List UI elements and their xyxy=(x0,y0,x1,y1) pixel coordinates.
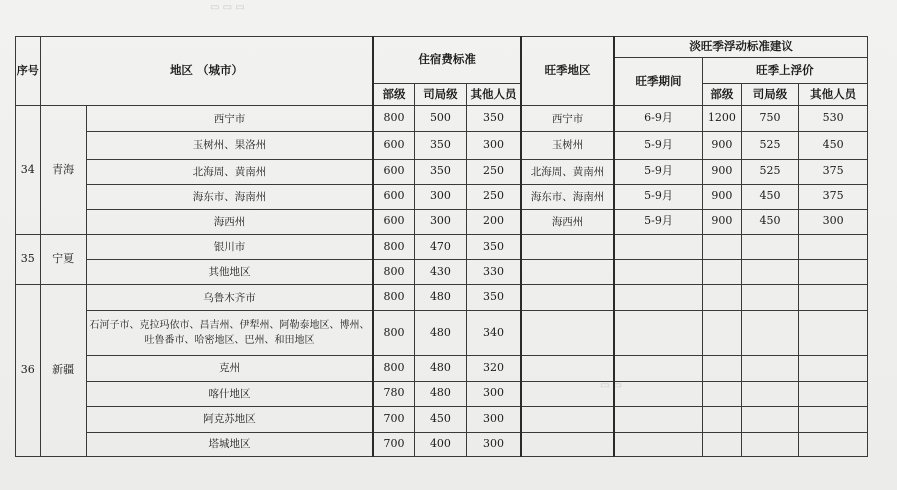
peak-region-cell: 西宁市 xyxy=(521,106,614,132)
city-cell: 其他地区 xyxy=(86,260,373,285)
bureau-rate: 480 xyxy=(414,311,466,356)
city-cell: 海西州 xyxy=(86,209,373,234)
table-row xyxy=(16,184,868,209)
seq-cell: 34 xyxy=(16,106,41,235)
peak-bureau-rate: 450 xyxy=(741,209,798,234)
bureau-rate: 400 xyxy=(414,432,466,456)
peak-ministry-rate: 900 xyxy=(702,209,741,234)
other-rate: 320 xyxy=(467,356,521,381)
peak-period-cell xyxy=(614,285,702,311)
peak-ministry-rate xyxy=(702,311,741,356)
peak-region-cell: 玉树州 xyxy=(521,132,614,159)
peak-region-cell xyxy=(521,311,614,356)
peak-other-rate: 375 xyxy=(799,184,868,209)
peak-ministry-rate xyxy=(702,285,741,311)
other-rate: 300 xyxy=(467,406,521,432)
ministry-rate: 700 xyxy=(373,406,414,432)
bureau-rate: 430 xyxy=(414,260,466,285)
peak-ministry-rate xyxy=(702,356,741,381)
peak-bureau-rate: 450 xyxy=(741,184,798,209)
header-float: 淡旺季浮动标准建议 xyxy=(614,37,867,58)
peak-ministry-rate xyxy=(702,406,741,432)
bureau-rate: 300 xyxy=(414,184,466,209)
table-row xyxy=(16,260,868,285)
peak-ministry-rate: 900 xyxy=(702,159,741,184)
table-row xyxy=(16,234,868,259)
peak-period-cell xyxy=(614,381,702,406)
table-body xyxy=(16,106,868,457)
peak-region-cell xyxy=(521,260,614,285)
peak-other-rate: 375 xyxy=(799,159,868,184)
header-col-bureau: 司局级 xyxy=(414,84,466,106)
peak-other-rate: 530 xyxy=(799,106,868,132)
table-row xyxy=(16,381,868,406)
peak-ministry-rate: 900 xyxy=(702,132,741,159)
peak-other-rate xyxy=(799,356,868,381)
city-cell: 玉树州、果洛州 xyxy=(86,132,373,159)
city-cell: 海东市、海南州 xyxy=(86,184,373,209)
other-rate: 250 xyxy=(467,159,521,184)
table-row xyxy=(16,432,868,456)
peak-bureau-rate xyxy=(741,234,798,259)
other-rate: 330 xyxy=(467,260,521,285)
peak-period-cell xyxy=(614,260,702,285)
peak-region-cell xyxy=(521,432,614,456)
ministry-rate: 600 xyxy=(373,132,414,159)
city-cell: 石河子市、克拉玛依市、昌吉州、伊犁州、阿勒泰地区、博州、吐鲁番市、哈密地区、巴州、和田地区 xyxy=(86,311,373,356)
ministry-rate: 700 xyxy=(373,432,414,456)
table-row xyxy=(16,132,868,159)
header-col-other: 其他人员 xyxy=(467,84,521,106)
ministry-rate: 600 xyxy=(373,159,414,184)
bureau-rate: 480 xyxy=(414,381,466,406)
bureau-rate: 480 xyxy=(414,356,466,381)
table-row xyxy=(16,106,868,132)
city-cell: 银川市 xyxy=(86,234,373,259)
ministry-rate: 800 xyxy=(373,285,414,311)
other-rate: 340 xyxy=(467,311,521,356)
bureau-rate: 480 xyxy=(414,285,466,311)
seq-cell: 36 xyxy=(16,285,41,457)
header-col-ministry: 部级 xyxy=(373,84,414,106)
other-rate: 300 xyxy=(467,432,521,456)
table-row xyxy=(16,209,868,234)
peak-period-cell xyxy=(614,356,702,381)
header-peak-col-ministry: 部级 xyxy=(702,84,741,106)
ministry-rate: 780 xyxy=(373,381,414,406)
other-rate: 350 xyxy=(467,106,521,132)
peak-other-rate xyxy=(799,432,868,456)
table-row xyxy=(16,356,868,381)
peak-ministry-rate xyxy=(702,260,741,285)
ministry-rate: 800 xyxy=(373,356,414,381)
peak-bureau-rate: 525 xyxy=(741,159,798,184)
city-cell: 塔城地区 xyxy=(86,432,373,456)
peak-period-cell xyxy=(614,432,702,456)
other-rate: 350 xyxy=(467,234,521,259)
header-peak-col-other: 其他人员 xyxy=(799,84,868,106)
header-region: 地区 （城市） xyxy=(40,37,373,106)
other-rate: 350 xyxy=(467,285,521,311)
ministry-rate: 800 xyxy=(373,106,414,132)
peak-other-rate xyxy=(799,311,868,356)
other-rate: 250 xyxy=(467,184,521,209)
show-through-marks: ▭ ▭ xyxy=(600,380,623,391)
ministry-rate: 800 xyxy=(373,311,414,356)
peak-period-cell: 5-9月 xyxy=(614,159,702,184)
bureau-rate: 500 xyxy=(414,106,466,132)
peak-ministry-rate xyxy=(702,234,741,259)
peak-ministry-rate: 1200 xyxy=(702,106,741,132)
table-row xyxy=(16,159,868,184)
peak-other-rate xyxy=(799,234,868,259)
peak-ministry-rate xyxy=(702,432,741,456)
province-cell: 宁夏 xyxy=(40,234,86,284)
table-row xyxy=(16,285,868,311)
peak-bureau-rate xyxy=(741,381,798,406)
bureau-rate: 450 xyxy=(414,406,466,432)
peak-period-cell xyxy=(614,406,702,432)
peak-period-cell xyxy=(614,234,702,259)
table-row xyxy=(16,406,868,432)
peak-other-rate: 300 xyxy=(799,209,868,234)
table-row xyxy=(16,311,868,356)
peak-period-cell: 6-9月 xyxy=(614,106,702,132)
peak-bureau-rate xyxy=(741,260,798,285)
peak-other-rate xyxy=(799,285,868,311)
city-cell: 北海周、黄南州 xyxy=(86,159,373,184)
peak-ministry-rate xyxy=(702,381,741,406)
peak-region-cell xyxy=(521,285,614,311)
ministry-rate: 600 xyxy=(373,184,414,209)
peak-region-cell xyxy=(521,406,614,432)
bureau-rate: 470 xyxy=(414,234,466,259)
peak-bureau-rate xyxy=(741,285,798,311)
ministry-rate: 800 xyxy=(373,234,414,259)
header-peak-period: 旺季期间 xyxy=(614,58,702,106)
header-lodging: 住宿费标准 xyxy=(373,37,521,84)
ministry-rate: 600 xyxy=(373,209,414,234)
province-cell: 新疆 xyxy=(40,285,86,457)
ministry-rate: 800 xyxy=(373,260,414,285)
other-rate: 300 xyxy=(467,132,521,159)
peak-bureau-rate xyxy=(741,311,798,356)
header-peak-col-bureau: 司局级 xyxy=(741,84,798,106)
peak-region-cell xyxy=(521,234,614,259)
peak-period-cell xyxy=(614,311,702,356)
peak-other-rate xyxy=(799,406,868,432)
peak-bureau-rate xyxy=(741,356,798,381)
peak-region-cell: 海东市、海南州 xyxy=(521,184,614,209)
show-through-marks: ▭ ▭ ▭ xyxy=(210,2,245,13)
peak-region-cell xyxy=(521,381,614,406)
bureau-rate: 350 xyxy=(414,159,466,184)
header-peak-up: 旺季上浮价 xyxy=(702,58,867,84)
peak-bureau-rate xyxy=(741,432,798,456)
peak-region-cell: 北海周、黄南州 xyxy=(521,159,614,184)
city-cell: 西宁市 xyxy=(86,106,373,132)
header-seq: 序号 xyxy=(16,37,41,106)
lodging-standard-table xyxy=(15,36,868,457)
peak-bureau-rate: 750 xyxy=(741,106,798,132)
other-rate: 300 xyxy=(467,381,521,406)
city-cell: 乌鲁木齐市 xyxy=(86,285,373,311)
bureau-rate: 300 xyxy=(414,209,466,234)
peak-period-cell: 5-9月 xyxy=(614,209,702,234)
peak-period-cell: 5-9月 xyxy=(614,184,702,209)
city-cell: 克州 xyxy=(86,356,373,381)
seq-cell: 35 xyxy=(16,234,41,284)
peak-region-cell xyxy=(521,356,614,381)
peak-ministry-rate: 900 xyxy=(702,184,741,209)
province-cell: 青海 xyxy=(40,106,86,235)
header-peak-region: 旺季地区 xyxy=(521,37,614,106)
city-cell: 阿克苏地区 xyxy=(86,406,373,432)
peak-other-rate xyxy=(799,260,868,285)
city-cell: 喀什地区 xyxy=(86,381,373,406)
peak-bureau-rate xyxy=(741,406,798,432)
peak-bureau-rate: 525 xyxy=(741,132,798,159)
peak-other-rate: 450 xyxy=(799,132,868,159)
peak-period-cell: 5-9月 xyxy=(614,132,702,159)
other-rate: 200 xyxy=(467,209,521,234)
bureau-rate: 350 xyxy=(414,132,466,159)
peak-other-rate xyxy=(799,381,868,406)
peak-region-cell: 海西州 xyxy=(521,209,614,234)
